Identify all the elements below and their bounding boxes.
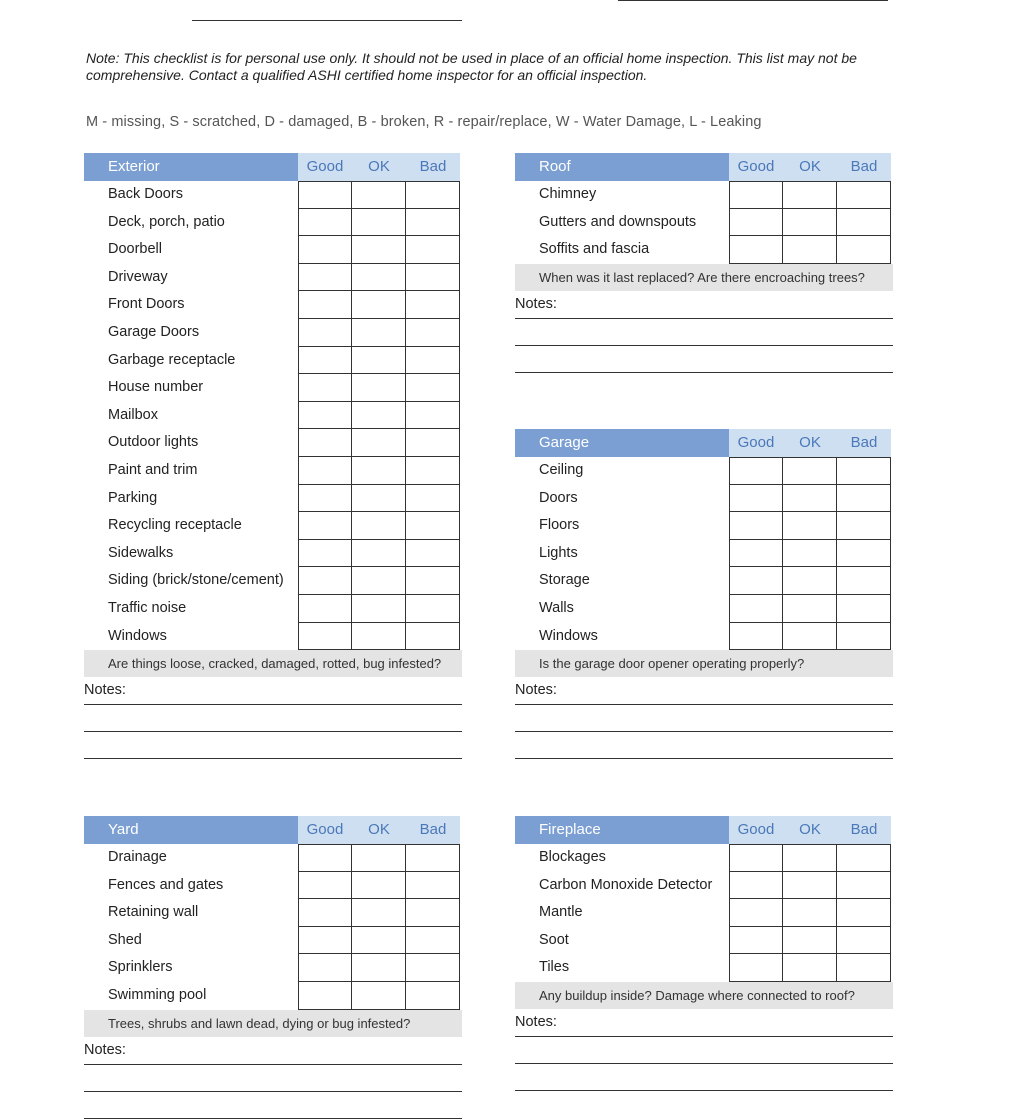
bad-checkbox[interactable] [837, 595, 891, 623]
bad-checkbox[interactable] [837, 954, 891, 982]
column-ok-header: OK [352, 153, 406, 181]
checklist-item-label: Storage [539, 572, 590, 589]
good-checkbox[interactable] [729, 872, 783, 900]
column-ok-header: OK [783, 153, 837, 181]
checklist-row [84, 374, 462, 402]
good-checkbox[interactable] [298, 374, 352, 402]
ok-checkbox[interactable] [352, 236, 406, 264]
fireplace-section [515, 816, 893, 1091]
checklist-row [84, 264, 462, 292]
checklist-item-label: Back Doors [108, 186, 183, 202]
checklist-item-label: Chimney [539, 186, 597, 202]
ok-checkbox[interactable] [352, 181, 406, 209]
bad-checkbox[interactable] [837, 485, 891, 513]
exterior-header [84, 153, 462, 181]
ok-checkbox[interactable] [352, 319, 406, 347]
column-bad-header: Bad [837, 816, 891, 844]
column-good-header: Good [729, 816, 783, 844]
ok-checkbox[interactable] [783, 540, 837, 568]
good-checkbox[interactable] [298, 485, 352, 513]
bad-checkbox[interactable] [406, 209, 460, 237]
ok-checkbox[interactable] [352, 927, 406, 955]
bad-checkbox[interactable] [406, 291, 460, 319]
garage-header [515, 429, 893, 457]
checklist-item-label: Sprinklers [108, 959, 173, 976]
bad-checkbox[interactable] [406, 595, 460, 623]
good-checkbox[interactable] [729, 927, 783, 955]
checklist-row [84, 402, 462, 430]
ok-checkbox[interactable] [352, 485, 406, 513]
checklist-item-label: Driveway [108, 268, 168, 285]
checklist-item-label: Garbage receptacle [108, 351, 236, 368]
checklist-item-label: Soot [539, 931, 569, 948]
good-checkbox[interactable] [298, 567, 352, 595]
column-ok-header: OK [783, 816, 837, 844]
checklist-item-label: Drainage [108, 849, 167, 865]
bad-checkbox[interactable] [837, 457, 891, 485]
checklist-item-label: Windows [108, 627, 167, 644]
checklist-row [84, 319, 462, 347]
good-checkbox[interactable] [298, 540, 352, 568]
bad-checkbox[interactable] [406, 872, 460, 900]
yard-note-line[interactable] [84, 1065, 462, 1092]
column-bad-header: Bad [406, 816, 460, 844]
bad-checkbox[interactable] [406, 402, 460, 430]
ok-checkbox[interactable] [783, 844, 837, 872]
good-checkbox[interactable] [729, 954, 783, 982]
checklist-item-label: Sidewalks [108, 544, 174, 561]
checklist-row [84, 209, 462, 237]
bad-checkbox[interactable] [837, 512, 891, 540]
ok-checkbox[interactable] [352, 264, 406, 292]
checklist-row [84, 457, 462, 485]
good-checkbox[interactable] [298, 982, 352, 1010]
bad-checkbox[interactable] [837, 236, 891, 264]
checklist-row [515, 899, 893, 927]
ok-checkbox[interactable] [783, 512, 837, 540]
garage-notes-label[interactable]: Notes: [515, 677, 893, 705]
ok-checkbox[interactable] [352, 595, 406, 623]
good-checkbox[interactable] [298, 844, 352, 872]
fireplace-note-line[interactable] [515, 1037, 893, 1064]
ok-checkbox[interactable] [783, 209, 837, 237]
checklist-row [515, 236, 893, 264]
yard-section [84, 816, 462, 1119]
ok-checkbox[interactable] [352, 844, 406, 872]
ok-checkbox[interactable] [783, 899, 837, 927]
exterior-question: Are things loose, cracked, damaged, rotted, bug infested? [84, 650, 462, 677]
checklist-item-label: Siding (brick/stone/cement) [108, 572, 284, 589]
ok-checkbox[interactable] [352, 209, 406, 237]
good-checkbox[interactable] [298, 209, 352, 237]
good-checkbox[interactable] [729, 567, 783, 595]
checklist-item-label: Fences and gates [108, 876, 224, 893]
checklist-item-label: Windows [539, 627, 598, 644]
bad-checkbox[interactable] [406, 429, 460, 457]
good-checkbox[interactable] [729, 844, 783, 872]
good-checkbox[interactable] [298, 899, 352, 927]
checklist-row [84, 982, 462, 1010]
good-checkbox[interactable] [298, 347, 352, 375]
garage-section [515, 429, 893, 759]
checklist-item-label: House number [108, 379, 204, 396]
checklist-row [515, 567, 893, 595]
ok-checkbox[interactable] [352, 954, 406, 982]
good-checkbox[interactable] [298, 291, 352, 319]
bad-checkbox[interactable] [837, 181, 891, 209]
checklist-row [84, 181, 462, 209]
ok-checkbox[interactable] [783, 181, 837, 209]
good-checkbox[interactable] [298, 872, 352, 900]
bad-checkbox[interactable] [837, 540, 891, 568]
ok-checkbox[interactable] [352, 567, 406, 595]
column-bad-header: Bad [406, 153, 460, 181]
bad-checkbox[interactable] [406, 264, 460, 292]
checklist-item-label: Retaining wall [108, 904, 199, 921]
checklist-row [84, 595, 462, 623]
fireplace-question: Any buildup inside? Damage where connected to roof? [515, 982, 893, 1009]
good-checkbox[interactable] [298, 457, 352, 485]
checklist-row [84, 540, 462, 568]
yard-note-line[interactable] [84, 1092, 462, 1119]
roof-notes-label[interactable]: Notes: [515, 291, 893, 319]
bad-checkbox[interactable] [837, 209, 891, 237]
checklist-item-label: Tiles [539, 959, 570, 976]
checklist-row [84, 291, 462, 319]
ok-checkbox[interactable] [352, 291, 406, 319]
column-good-header: Good [729, 429, 783, 457]
checklist-item-label: Paint and trim [108, 461, 198, 478]
ok-checkbox[interactable] [783, 485, 837, 513]
checklist-row [84, 429, 462, 457]
checklist-item-label: Floors [539, 517, 580, 534]
ok-checkbox[interactable] [352, 982, 406, 1010]
bad-checkbox[interactable] [406, 623, 460, 651]
bad-checkbox[interactable] [837, 623, 891, 651]
checklist-row [84, 623, 462, 651]
checklist-row [84, 512, 462, 540]
bad-checkbox[interactable] [406, 347, 460, 375]
checklist-item-label: Mailbox [108, 406, 158, 423]
good-checkbox[interactable] [729, 623, 783, 651]
bad-checkbox[interactable] [406, 982, 460, 1010]
column-bad-header: Bad [837, 153, 891, 181]
bad-checkbox[interactable] [837, 927, 891, 955]
good-checkbox[interactable] [298, 512, 352, 540]
checklist-row [515, 595, 893, 623]
good-checkbox[interactable] [729, 512, 783, 540]
fireplace-title: Fireplace [515, 816, 729, 844]
checklist-item-label: Deck, porch, patio [108, 213, 225, 230]
bad-checkbox[interactable] [406, 954, 460, 982]
checklist-row [515, 954, 893, 982]
exterior-notes-label[interactable]: Notes: [84, 677, 462, 705]
exterior-note-line[interactable] [84, 705, 462, 732]
ok-checkbox[interactable] [783, 927, 837, 955]
ok-checkbox[interactable] [352, 402, 406, 430]
good-checkbox[interactable] [729, 485, 783, 513]
good-checkbox[interactable] [298, 181, 352, 209]
checklist-row [515, 209, 893, 237]
ok-checkbox[interactable] [352, 540, 406, 568]
checklist-row [84, 485, 462, 513]
ok-checkbox[interactable] [352, 429, 406, 457]
bad-checkbox[interactable] [406, 374, 460, 402]
bad-checkbox[interactable] [406, 540, 460, 568]
top-signature-line-left [192, 20, 462, 21]
checklist-item-label: Shed [108, 931, 142, 948]
ok-checkbox[interactable] [783, 872, 837, 900]
fireplace-notes-label[interactable]: Notes: [515, 1009, 893, 1037]
ok-checkbox[interactable] [352, 872, 406, 900]
checklist-row [84, 899, 462, 927]
ok-checkbox[interactable] [783, 567, 837, 595]
ok-checkbox[interactable] [352, 347, 406, 375]
good-checkbox[interactable] [298, 402, 352, 430]
checklist-item-label: Doors [539, 489, 578, 506]
ok-checkbox[interactable] [352, 374, 406, 402]
garage-note-line[interactable] [515, 705, 893, 732]
checklist-row [84, 567, 462, 595]
checklist-item-label: Traffic noise [108, 599, 187, 616]
exterior-title: Exterior [84, 153, 298, 181]
ok-checkbox[interactable] [352, 512, 406, 540]
exterior-note-line[interactable] [84, 732, 462, 759]
checklist-item-label: Front Doors [108, 296, 185, 313]
checklist-item-label: Walls [539, 599, 574, 616]
disclaimer-note: Note: This checklist is for personal use only. It should not be used in place of an official home inspection. This list may not be comprehensive. Contact a qualified ASHI certified home inspector for an official inspection. [86, 50, 857, 83]
bad-checkbox[interactable] [406, 927, 460, 955]
column-ok-header: OK [783, 429, 837, 457]
garage-title: Garage [515, 429, 729, 457]
checklist-item-label: Carbon Monoxide Detector [539, 876, 713, 893]
roof-header [515, 153, 893, 181]
good-checkbox[interactable] [298, 954, 352, 982]
good-checkbox[interactable] [298, 623, 352, 651]
checklist-row [515, 844, 893, 872]
good-checkbox[interactable] [298, 236, 352, 264]
checklist-item-label: Ceiling [539, 462, 584, 478]
bad-checkbox[interactable] [406, 899, 460, 927]
checklist-row [84, 236, 462, 264]
good-checkbox[interactable] [729, 236, 783, 264]
roof-note-line[interactable] [515, 319, 893, 346]
roof-section [515, 153, 893, 373]
bad-checkbox[interactable] [406, 844, 460, 872]
checklist-row [515, 181, 893, 209]
column-ok-header: OK [352, 816, 406, 844]
ok-checkbox[interactable] [783, 595, 837, 623]
exterior-section [84, 153, 462, 759]
checklist-row [84, 844, 462, 872]
roof-note-line[interactable] [515, 346, 893, 373]
top-signature-line-right [618, 0, 888, 1]
checklist-item-label: Soffits and fascia [539, 241, 650, 258]
good-checkbox[interactable] [729, 209, 783, 237]
checklist-item-label: Lights [539, 544, 578, 561]
fireplace-note-line[interactable] [515, 1064, 893, 1091]
good-checkbox[interactable] [298, 429, 352, 457]
ok-checkbox[interactable] [783, 236, 837, 264]
bad-checkbox[interactable] [406, 319, 460, 347]
roof-question: When was it last replaced? Are there encroaching trees? [515, 264, 893, 291]
column-good-header: Good [298, 816, 352, 844]
bad-checkbox[interactable] [837, 872, 891, 900]
checklist-item-label: Blockages [539, 849, 606, 865]
checklist-item-label: Parking [108, 489, 158, 506]
column-bad-header: Bad [837, 429, 891, 457]
good-checkbox[interactable] [729, 595, 783, 623]
bad-checkbox[interactable] [837, 844, 891, 872]
ok-checkbox[interactable] [783, 623, 837, 651]
checklist-item-label: Gutters and downspouts [539, 213, 697, 230]
bad-checkbox[interactable] [406, 181, 460, 209]
roof-title: Roof [515, 153, 729, 181]
good-checkbox[interactable] [729, 540, 783, 568]
checklist-row [515, 872, 893, 900]
ok-checkbox[interactable] [783, 457, 837, 485]
bad-checkbox[interactable] [406, 236, 460, 264]
good-checkbox[interactable] [729, 181, 783, 209]
checklist-row [515, 540, 893, 568]
bad-checkbox[interactable] [406, 457, 460, 485]
yard-notes-label[interactable]: Notes: [84, 1037, 462, 1065]
good-checkbox[interactable] [298, 927, 352, 955]
checklist-item-label: Swimming pool [108, 986, 207, 1003]
yard-header [84, 816, 462, 844]
checklist-item-label: Mantle [539, 904, 583, 921]
damage-code-legend: M - missing, S - scratched, D - damaged, B - broken, R - repair/replace, W - Water Damage, L - Leaking [86, 114, 762, 130]
good-checkbox[interactable] [298, 595, 352, 623]
checklist-item-label: Recycling receptacle [108, 517, 242, 534]
checklist-row [84, 954, 462, 982]
good-checkbox[interactable] [729, 899, 783, 927]
fireplace-header [515, 816, 893, 844]
checklist-row [515, 512, 893, 540]
checklist-item-label: Doorbell [108, 241, 162, 258]
checklist-row [515, 623, 893, 651]
garage-note-line[interactable] [515, 732, 893, 759]
bad-checkbox[interactable] [406, 512, 460, 540]
ok-checkbox[interactable] [352, 899, 406, 927]
ok-checkbox[interactable] [352, 457, 406, 485]
checklist-item-label: Outdoor lights [108, 434, 199, 451]
good-checkbox[interactable] [298, 264, 352, 292]
yard-title: Yard [84, 816, 298, 844]
ok-checkbox[interactable] [783, 954, 837, 982]
garage-question: Is the garage door opener operating properly? [515, 650, 893, 677]
good-checkbox[interactable] [298, 319, 352, 347]
bad-checkbox[interactable] [837, 567, 891, 595]
good-checkbox[interactable] [729, 457, 783, 485]
column-good-header: Good [298, 153, 352, 181]
checklist-row [515, 927, 893, 955]
checklist-row [84, 927, 462, 955]
checklist-row [84, 347, 462, 375]
bad-checkbox[interactable] [837, 899, 891, 927]
checklist-row [84, 872, 462, 900]
column-good-header: Good [729, 153, 783, 181]
checklist-row [515, 457, 893, 485]
checklist-row [515, 485, 893, 513]
bad-checkbox[interactable] [406, 485, 460, 513]
checklist-item-label: Garage Doors [108, 323, 200, 340]
yard-question: Trees, shrubs and lawn dead, dying or bug infested? [84, 1010, 462, 1037]
bad-checkbox[interactable] [406, 567, 460, 595]
ok-checkbox[interactable] [352, 623, 406, 651]
